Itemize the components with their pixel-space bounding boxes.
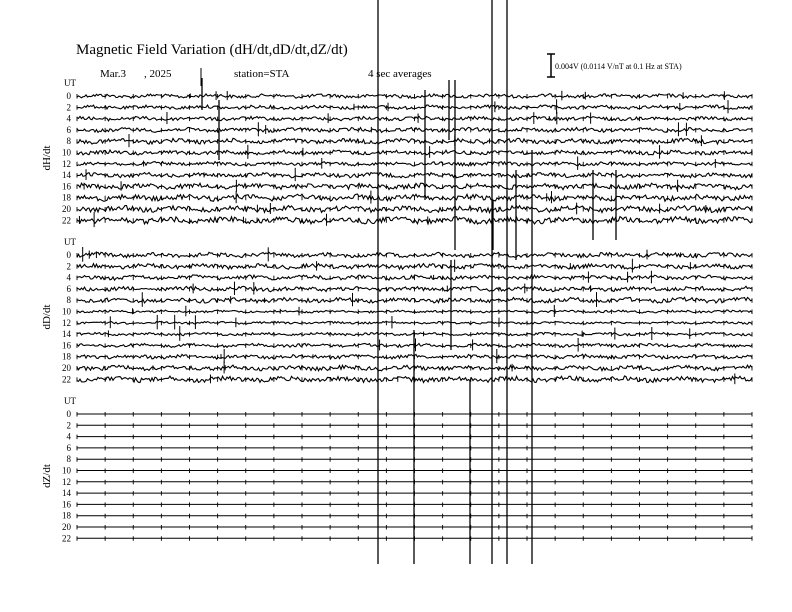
row-label: 16: [62, 499, 71, 510]
row-label: 22: [62, 533, 71, 544]
row-label: 14: [62, 329, 71, 340]
panel-dH-dt: [41, 78, 752, 227]
row-label: 2: [66, 420, 71, 431]
row-label: 4: [66, 113, 71, 124]
averaging-label: 4 sec averages: [368, 68, 432, 80]
ut-label: UT: [64, 237, 76, 247]
row-label: 2: [66, 261, 71, 272]
ut-label: UT: [64, 396, 76, 406]
row-label: 12: [62, 476, 71, 487]
row-label: 16: [62, 181, 71, 192]
row-label: 22: [62, 215, 71, 226]
ut-label: UT: [64, 78, 76, 88]
row-label: 12: [62, 317, 71, 328]
row-label: 20: [62, 204, 71, 214]
scale-bar: [547, 54, 555, 77]
row-label: 8: [66, 295, 71, 306]
row-label: 18: [62, 192, 71, 203]
year-label: , 2025: [144, 68, 172, 80]
panel-axis-label: dZ/dt: [41, 464, 53, 488]
row-label: 0: [66, 91, 71, 101]
scale-label: 0.004V (0.0114 V/nT at 0.1 Hz at STA): [555, 62, 682, 71]
panel-axis-label: dH/dt: [41, 145, 53, 171]
row-label: 0: [66, 409, 71, 419]
row-label: 12: [62, 158, 71, 169]
row-label: 4: [66, 431, 71, 442]
row-label: 6: [66, 442, 71, 453]
row-label: 18: [62, 510, 71, 521]
row-label: 6: [66, 283, 71, 294]
row-label: 4: [66, 272, 71, 283]
panel-axis-label: dD/dt: [41, 304, 53, 330]
row-label: 2: [66, 102, 71, 113]
panel-dZ-dt: [41, 396, 752, 543]
row-label: 22: [62, 374, 71, 385]
row-label: 20: [62, 363, 71, 373]
row-label: 16: [62, 340, 71, 351]
row-label: 18: [62, 351, 71, 362]
row-label: 20: [62, 522, 71, 532]
date-label: Mar.3: [100, 68, 126, 80]
row-label: 10: [62, 147, 71, 158]
row-label: 8: [66, 136, 71, 147]
panel-dD-dt: [41, 237, 752, 384]
chart-title: Magnetic Field Variation (dH/dt,dD/dt,dZ/dt): [76, 42, 348, 58]
row-label: 14: [62, 170, 71, 181]
row-label: 14: [62, 488, 71, 499]
panels-group: [41, 78, 752, 543]
row-label: 10: [62, 465, 71, 476]
station-label: station=STA: [234, 68, 290, 80]
row-label: 10: [62, 306, 71, 317]
spikes-group: [202, 0, 616, 564]
row-label: 8: [66, 454, 71, 465]
row-label: 6: [66, 124, 71, 135]
row-label: 0: [66, 250, 71, 260]
